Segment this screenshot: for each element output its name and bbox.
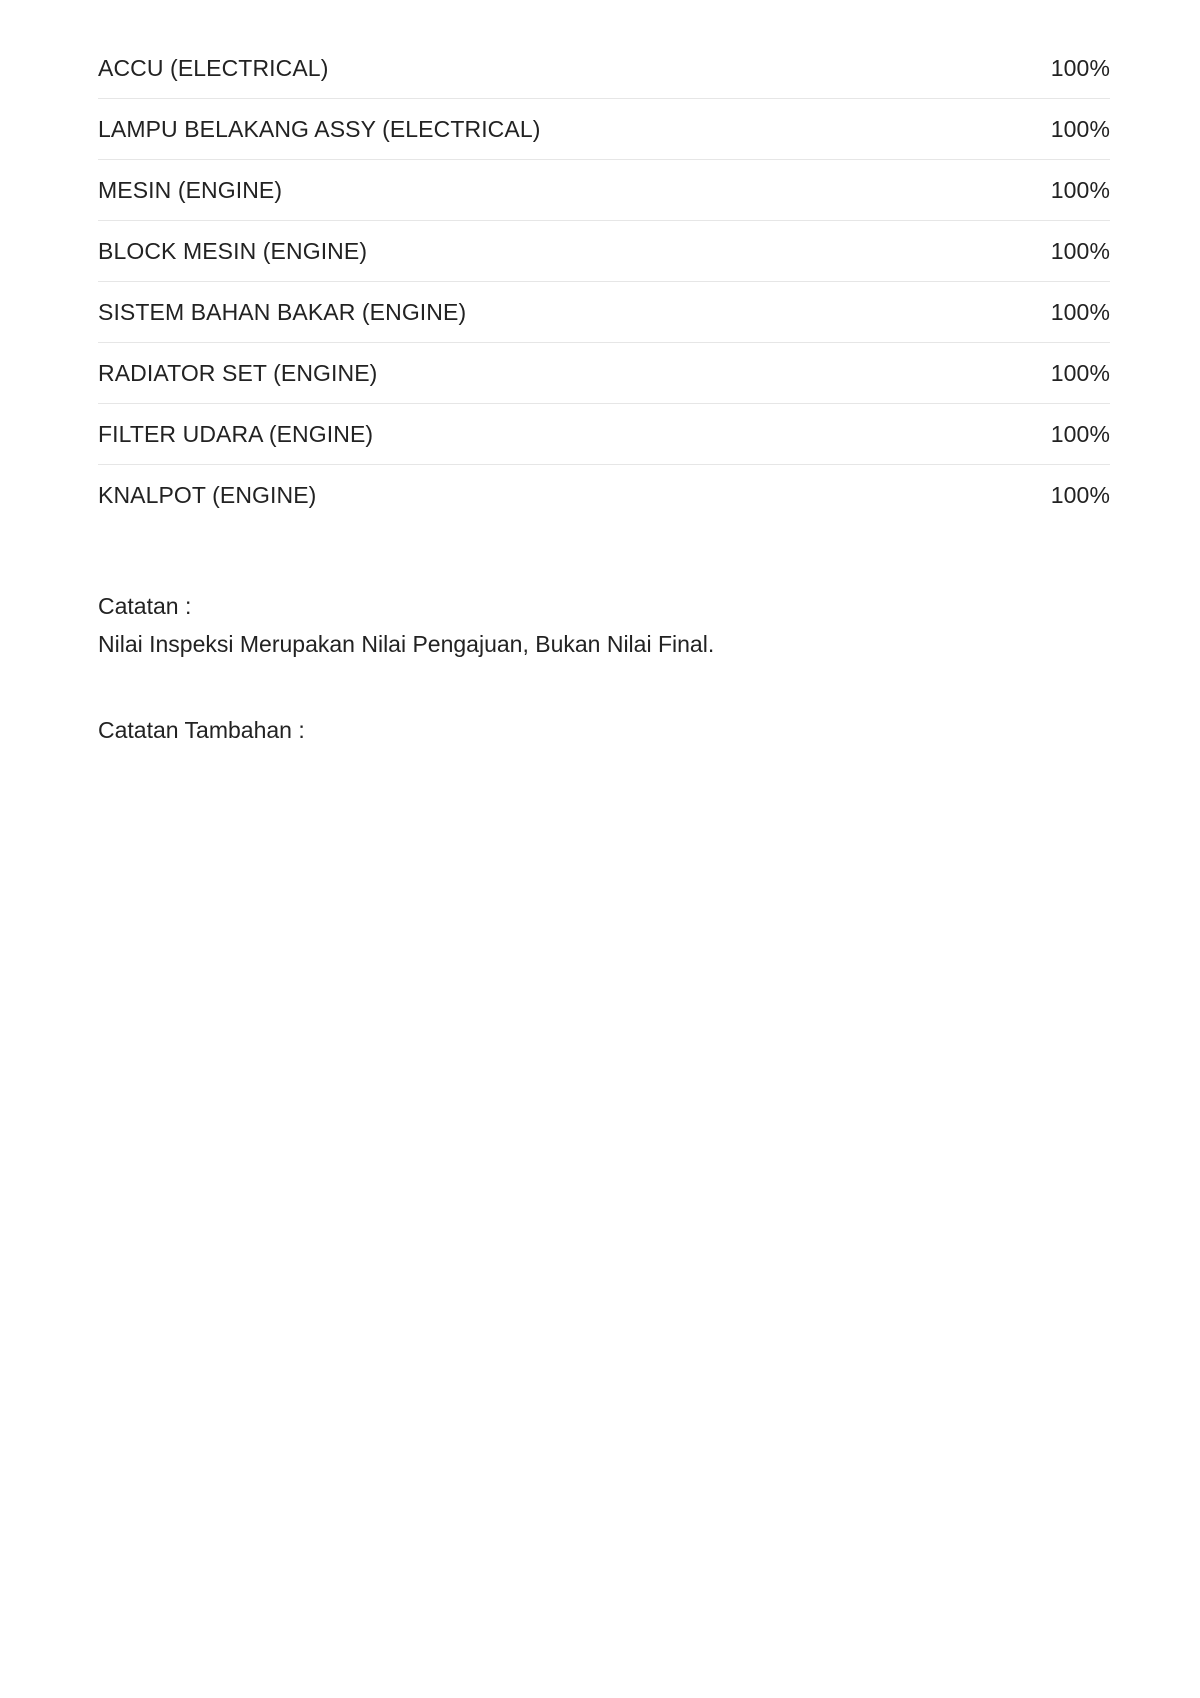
item-name: FILTER UDARA (ENGINE) [98, 420, 374, 447]
inspection-item-row [98, 342, 1110, 403]
inspection-item-list [98, 38, 1110, 525]
inspection-item-row [98, 159, 1110, 220]
item-name: SISTEM BAHAN BAKAR (ENGINE) [98, 298, 467, 325]
extra-notes-label: Catatan Tambahan : [98, 717, 305, 743]
inspection-item-row [98, 98, 1110, 159]
item-name: RADIATOR SET (ENGINE) [98, 359, 378, 386]
inspection-item-row [98, 403, 1110, 464]
item-name: BLOCK MESIN (ENGINE) [98, 237, 368, 264]
item-score: 100% [1050, 176, 1110, 203]
item-score: 100% [1050, 237, 1110, 264]
item-score: 100% [1050, 481, 1110, 508]
item-name: ACCU (ELECTRICAL) [98, 54, 329, 81]
notes-text: Nilai Inspeksi Merupakan Nilai Pengajuan, Bukan Nilai Final. [98, 631, 715, 657]
item-score: 100% [1050, 298, 1110, 325]
inspection-item-row [98, 38, 1110, 98]
inspection-document [98, 38, 1110, 749]
notes-section [98, 587, 1110, 663]
item-score: 100% [1050, 54, 1110, 81]
item-name: MESIN (ENGINE) [98, 176, 283, 203]
extra-notes-section [98, 711, 1110, 749]
inspection-item-row [98, 220, 1110, 281]
inspection-item-row [98, 281, 1110, 342]
inspection-item-row [98, 464, 1110, 525]
item-score: 100% [1050, 115, 1110, 142]
notes-label: Catatan : [98, 593, 192, 619]
item-score: 100% [1050, 420, 1110, 447]
item-name: KNALPOT (ENGINE) [98, 481, 317, 508]
item-name: LAMPU BELAKANG ASSY (ELECTRICAL) [98, 115, 541, 142]
item-score: 100% [1050, 359, 1110, 386]
